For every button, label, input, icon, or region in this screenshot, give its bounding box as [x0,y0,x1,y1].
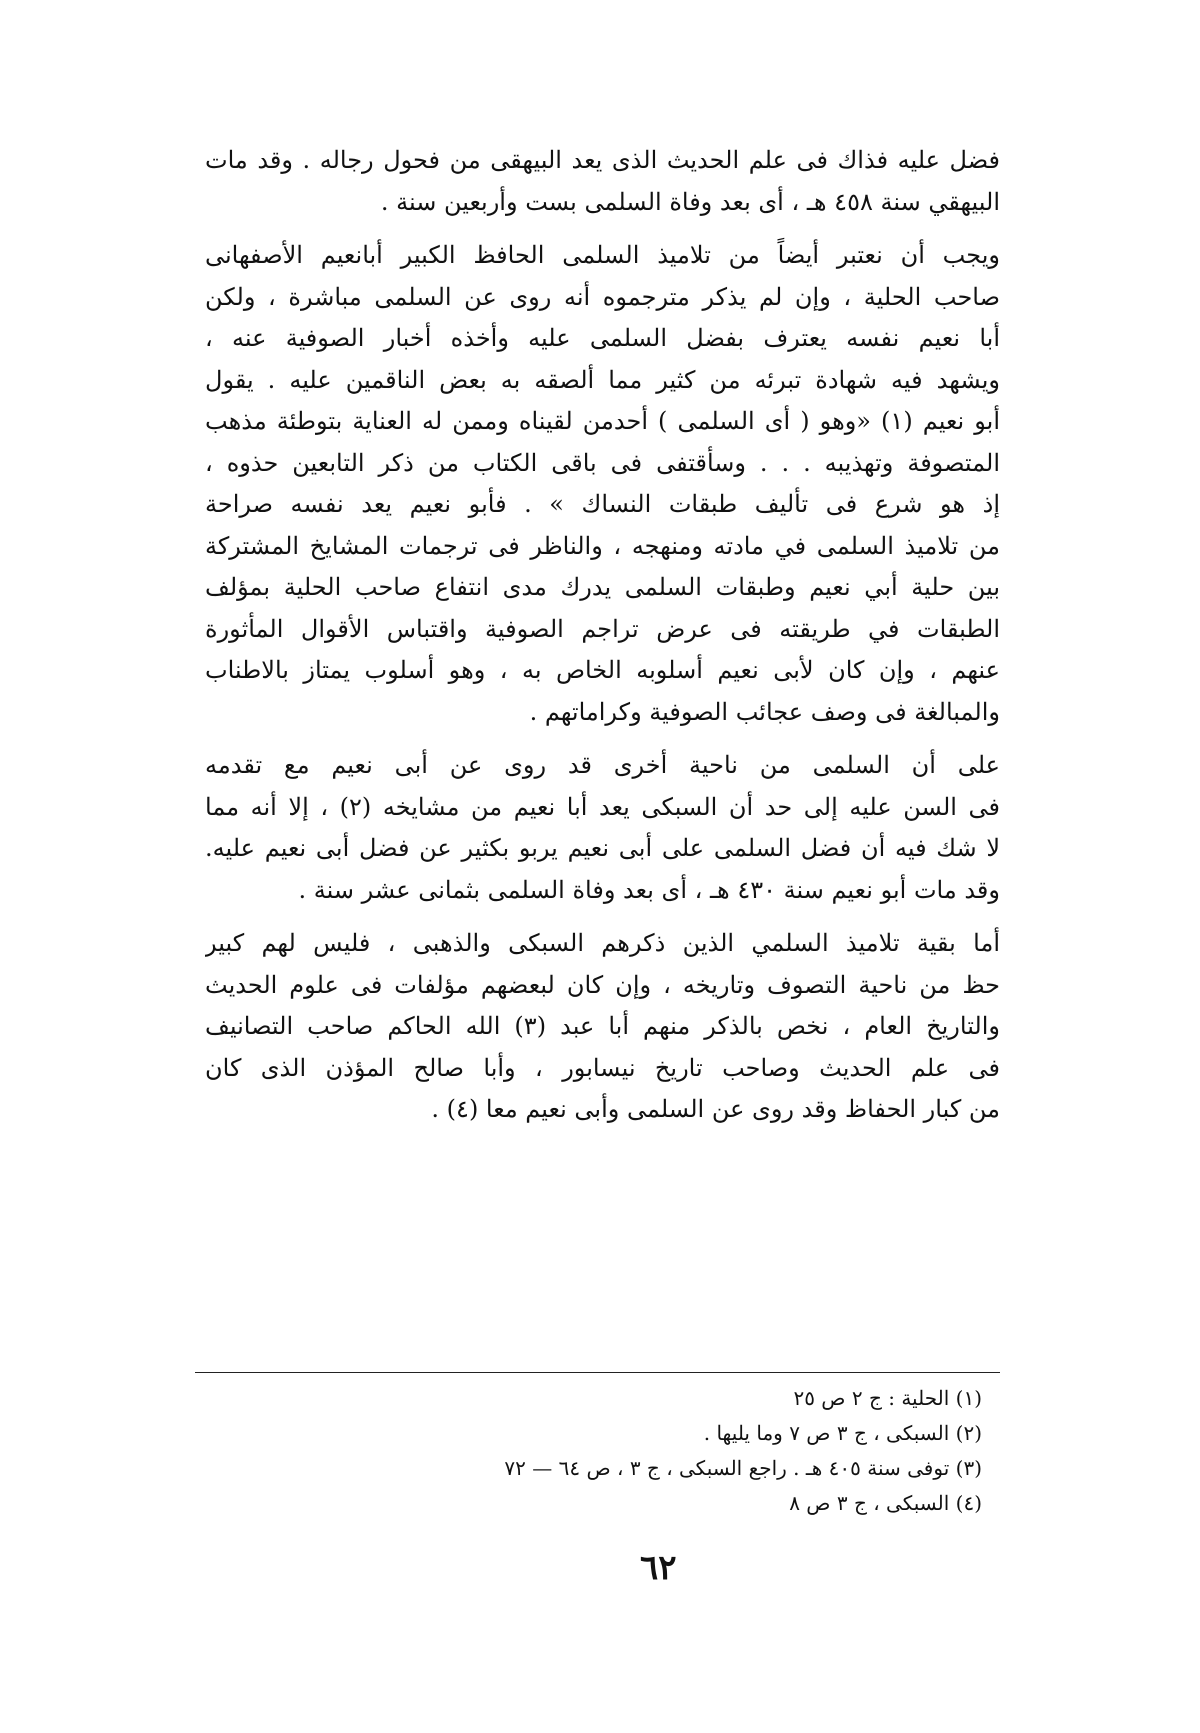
text-line: من تلاميذ السلمى في مادته ومنهجه ، والناظر فى ترجمات المشايخ المشتركة [205,531,1000,560]
text-line: من كبار الحفاظ وقد روى عن السلمى وأبى نعيم معا (٤) . [431,1095,1000,1123]
paragraph-3 [205,745,1000,911]
text-line: البيهقي سنة ٤٥٨ هـ ، أى بعد وفاة السلمى بست وأربعين سنة . [380,187,1000,216]
text-line: بين حلية أبي نعيم وطبقات السلمى يدرك مدى انتفاع صاحب الحلية بمؤلف [205,573,1000,601]
text-line: ويشهد فيه شهادة تبرئه من كثير مما ألصقه به بعض الناقمين عليه . يقول [205,365,1000,394]
footnote-4: (٤) السبكى ، ج ٣ ص ٨ [789,1491,982,1515]
page-number: ٦٢ [640,1548,677,1588]
text-line: صاحب الحلية ، وإن لم يذكر مترجموه أنه روى عن السلمى مباشرة ، ولكن [205,282,1000,311]
paragraph-gap [205,733,1000,745]
footnote-divider [195,1372,1000,1373]
text-line: وقد مات أبو نعيم سنة ٤٣٠ هـ ، أى بعد وفاة السلمى بثمانى عشر سنة . [298,875,1000,904]
text-line: والمبالغة فى وصف عجائب الصوفية وكراماتهم . [529,697,1000,726]
text-line: حظ من ناحية التصوف وتاريخه ، وإن كان لبعضهم مؤلفات فى علوم الحديث [205,970,1000,999]
text-line: أبا نعيم نفسه يعترف بفضل السلمى عليه وأخذه أخبار الصوفية عنه ، [205,324,1000,352]
text-line: عنهم ، وإن كان لأبى نعيم أسلوبه الخاص به ، وهو أسلوب يمتاز بالاطناب [205,656,1000,684]
paragraph-2 [205,235,1000,733]
text-line: أبو نعيم (١) «وهو ( أى السلمى ) أحدمن لقيناه وممن له العناية بتوطئة مذهب [205,407,1000,435]
text-line: لا شك فيه أن فضل السلمى على أبى نعيم يربو بكثير عن فضل أبى نعيم عليه. [205,834,1000,862]
text-line: على أن السلمى من ناحية أخرى قد روى عن أبى نعيم مع تقدمه [205,751,1000,779]
footnotes [205,1372,1000,1521]
footnote-3: (٣) توفى سنة ٤٠٥ هـ . راجع السبكى ، ج ٣ ، ص ٦٤ — ٧٢ [504,1456,982,1480]
paragraph-4 [205,923,1000,1131]
text-line: فى السن عليه إلى حد أن السبكى يعد أبا نعيم من مشايخه (٢) ، إلا أنه مما [205,792,1000,821]
footnote-1: (١) الحلية : ج ٢ ص ٢٥ [793,1386,982,1410]
paragraph-gap [205,911,1000,923]
text-line: الطبقات في طريقته فى عرض تراجم الصوفية واقتباس الأقوال المأثورة [205,614,1000,643]
text-line: المتصوفة وتهذيبه . . . وسأقتفى فى باقى الكتاب من ذكر التابعين حذوه ، [205,448,1000,477]
text-line: فى علم الحديث وصاحب تاريخ نيسابور ، وأبا صالح المؤذن الذى كان [205,1053,1000,1082]
footnote-2: (٢) السبكى ، ج ٣ ص ٧ وما يليها . [703,1421,982,1445]
paragraph-1 [205,140,1000,223]
text-line: إذ هو شرع فى تأليف طبقات النساك » . فأبو نعيم يعد نفسه صراحة [205,490,1000,518]
text-line: والتاريخ العام ، نخص بالذكر منهم أبا عبد (٣) الله الحاكم صاحب التصانيف [205,1012,1000,1040]
text-line: ويجب أن نعتبر أيضاً من تلاميذ السلمى الحافظ الكبير أبانعيم الأصفهانى [205,241,1000,269]
text-line: أما بقية تلاميذ السلمي الذين ذكرهم السبكى والذهبى ، فليس لهم كبير [205,929,1000,957]
body-text [205,140,1000,1131]
paragraph-gap [205,223,1000,235]
text-line: فضل عليه فذاك فى علم الحديث الذى يعد البيهقى من فحول رجاله . وقد مات [205,146,1000,174]
